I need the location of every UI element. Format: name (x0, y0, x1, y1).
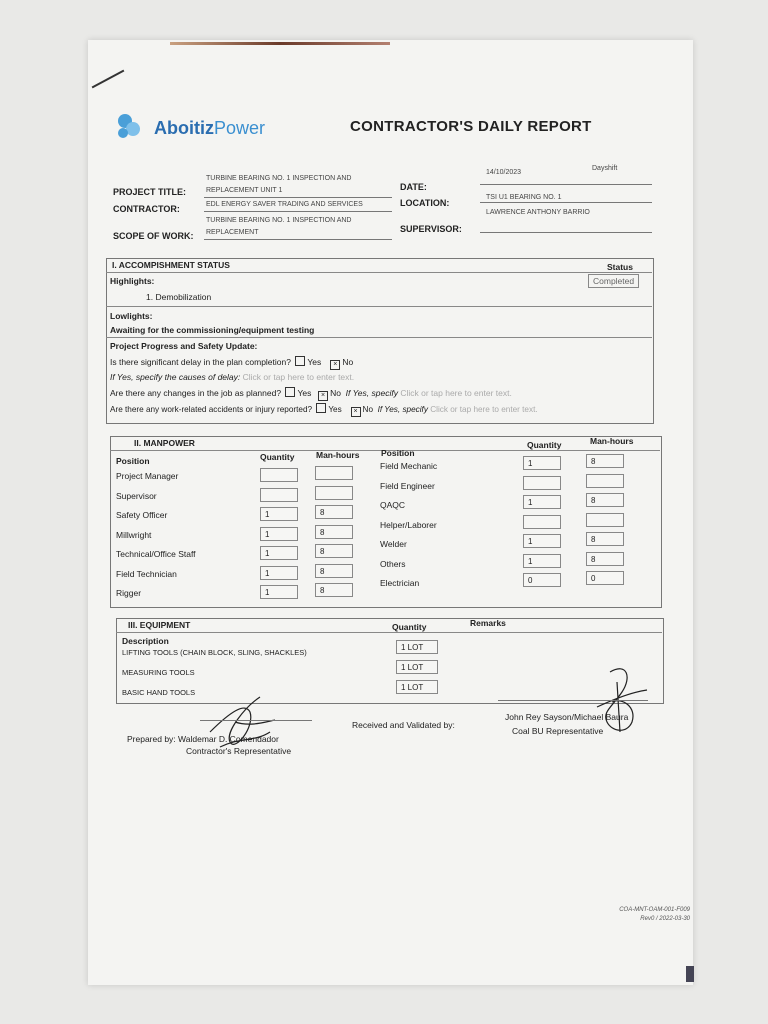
supervisor-value: LAWRENCE ANTHONY BARRIO (486, 209, 590, 216)
delay-cause-input[interactable]: Click or tap here to enter text. (242, 372, 355, 382)
manpower-quantity: 1 (260, 585, 298, 599)
underline (480, 232, 652, 233)
prepared-name: Waldemar D. Comendador (178, 734, 279, 744)
project-title-line2: REPLACEMENT UNIT 1 (206, 187, 283, 194)
manpower-position: Field Technician (116, 568, 177, 579)
accidents-no-checkbox[interactable]: × (351, 407, 361, 417)
underline (480, 184, 652, 185)
manpower-quantity: 0 (523, 573, 561, 587)
manpower-quantity (260, 468, 298, 482)
report-title: CONTRACTOR'S DAILY REPORT (350, 118, 592, 135)
manpower-position: Technical/Office Staff (116, 549, 196, 559)
manpower-manhours (315, 466, 353, 480)
status-header: Status (607, 262, 633, 272)
brand-name: AboitizPower (154, 117, 266, 138)
manpower-manhours: 8 (315, 525, 353, 539)
status-value: Completed (588, 274, 639, 288)
form-code-line2: Rev0 / 2022-03-30 (640, 916, 690, 922)
prepared-label: Prepared by: (127, 734, 176, 744)
manhours-header-left: Man-hours (316, 450, 360, 460)
row-divider (116, 632, 662, 633)
if-yes-label: If Yes, specify (345, 388, 398, 398)
delay-cause-label: If Yes, specify the causes of delay: (110, 372, 241, 382)
manpower-quantity: 1 (523, 495, 561, 509)
equipment-quantity: 1 LOT (396, 660, 438, 674)
underline (480, 202, 652, 203)
manpower-position: Field Mechanic (380, 461, 438, 471)
prepared-by (127, 734, 279, 744)
manpower-position: Helper/Laborer (380, 519, 437, 530)
manpower-manhours: 0 (586, 571, 624, 585)
underline (204, 197, 392, 198)
accidents-yes-checkbox[interactable] (316, 403, 326, 413)
underline (200, 720, 312, 721)
location-value: TSI U1 BEARING NO. 1 (486, 194, 562, 201)
progress-label: Project Progress and Safety Update: (110, 341, 258, 351)
equipment-remarks-header: Remarks (470, 618, 506, 628)
manpower-quantity (260, 488, 298, 502)
shift-value: Dayshift (592, 165, 618, 172)
row-divider (106, 337, 652, 338)
form-code-line1: COA-MNT-OAM-001-F009 (619, 907, 690, 913)
delay-yes-checkbox[interactable] (295, 356, 305, 366)
manpower-position: Rigger (116, 588, 142, 598)
equipment-description: MEASURING TOOLS (122, 668, 195, 677)
yes-label: Yes (328, 405, 342, 414)
manpower-quantity: 1 (260, 527, 298, 541)
received-name: John Rey Sayson/Michael Baura (505, 712, 629, 722)
changes-question (110, 387, 512, 401)
manpower-heading: II. MANPOWER (134, 438, 195, 448)
manpower-position: Millwright (116, 529, 152, 540)
manpower-position: Others (380, 558, 406, 569)
scope-line2: REPLACEMENT (206, 229, 259, 236)
contractor-value: EDL ENERGY SAVER TRADING AND SERVICES (206, 201, 363, 208)
if-yes-label: If Yes, specify (377, 405, 428, 414)
manhours-header-right: Man-hours (590, 436, 634, 446)
manpower-manhours: 8 (315, 544, 353, 558)
manpower-quantity: 1 (523, 554, 561, 568)
manpower-manhours (586, 513, 624, 527)
equipment-description: BASIC HAND TOOLS (122, 688, 196, 697)
quantity-header-left: Quantity (260, 452, 295, 462)
project-title-line1: TURBINE BEARING NO. 1 INSPECTION AND (206, 175, 352, 182)
manpower-position: Safety Officer (116, 510, 168, 520)
date-label: DATE: (400, 182, 427, 192)
manpower-position: Field Engineer (380, 480, 435, 491)
manpower-quantity: 1 (260, 566, 298, 580)
accidents-question (110, 403, 538, 417)
supervisor-label: SUPERVISOR: (400, 224, 462, 234)
scope-label: SCOPE OF WORK: (113, 231, 194, 241)
manpower-manhours: 8 (586, 454, 624, 468)
row-divider (106, 306, 652, 307)
top-edge-mark (170, 42, 390, 45)
manpower-quantity: 1 (260, 546, 298, 560)
manpower-quantity (523, 515, 561, 529)
date-value: 14/10/2023 (486, 169, 522, 176)
no-label: No (330, 388, 341, 398)
delay-question (110, 356, 353, 370)
equipment-quantity: 1 LOT (396, 680, 438, 694)
received-role: Coal BU Representative (512, 726, 604, 736)
manpower-position: Welder (380, 539, 407, 549)
changes-question-text: Are there any changes in the job as planned? (110, 388, 282, 398)
equipment-quantity-header: Quantity (392, 622, 427, 632)
manpower-manhours: 8 (586, 532, 624, 546)
location-label: LOCATION: (400, 198, 450, 208)
manpower-quantity: 1 (523, 534, 561, 548)
manpower-quantity: 1 (523, 456, 561, 470)
underline (204, 211, 392, 212)
equipment-description: LIFTING TOOLS (CHAIN BLOCK, SLING, SHACKLES) (122, 648, 307, 657)
delay-question-text: Is there significant delay in the plan completion? (110, 357, 291, 367)
form-code (580, 906, 690, 924)
position-header-right: Position (381, 448, 415, 458)
manpower-manhours: 8 (586, 552, 624, 566)
lowlights-label: Lowlights: (110, 311, 153, 321)
yes-label: Yes (297, 388, 312, 398)
manpower-manhours (586, 474, 624, 488)
project-title-label: PROJECT TITLE: (113, 187, 187, 197)
highlights-label: Highlights: (110, 276, 155, 286)
underline (498, 700, 648, 701)
manpower-position: Supervisor (116, 490, 157, 501)
delay-no-checkbox[interactable]: × (330, 360, 340, 370)
manpower-manhours: 8 (315, 564, 353, 578)
scope-line1: TURBINE BEARING NO. 1 INSPECTION AND (206, 217, 352, 224)
changes-specify-input[interactable]: Click or tap here to enter text. (400, 388, 512, 398)
changes-yes-checkbox[interactable] (285, 387, 295, 397)
position-header-left: Position (116, 456, 150, 466)
no-label: No (362, 405, 373, 414)
manpower-manhours: 8 (315, 505, 353, 519)
corner-mark (686, 966, 694, 982)
equipment-section (116, 618, 664, 704)
lowlight-item: Awaiting for the commissioning/equipment testing (110, 325, 315, 335)
manpower-position: QAQC (380, 500, 406, 510)
underline (204, 239, 392, 240)
manpower-manhours: 8 (315, 583, 353, 597)
equipment-heading: III. EQUIPMENT (128, 620, 191, 630)
aboitizpower-logo-icon (118, 114, 148, 142)
manpower-manhours (315, 486, 353, 500)
accidents-question-text: Are there any work-related accidents or injury reported? (110, 405, 313, 414)
yes-label: Yes (307, 357, 322, 367)
brand-logo (118, 114, 265, 142)
accidents-specify-input[interactable]: Click or tap here to enter text. (430, 405, 538, 414)
manpower-position: Project Manager (116, 471, 179, 481)
equipment-quantity: 1 LOT (396, 640, 438, 654)
accomplishment-heading: I. ACCOMPISHMENT STATUS (112, 260, 230, 270)
manpower-manhours: 8 (586, 493, 624, 507)
delay-cause-row (110, 372, 354, 382)
received-label: Received and Validated by: (352, 720, 455, 730)
highlight-item: 1. Demobilization (146, 292, 212, 302)
no-label: No (342, 357, 354, 367)
manpower-quantity: 1 (260, 507, 298, 521)
contractor-label: CONTRACTOR: (113, 204, 180, 214)
equipment-description-header: Description (122, 636, 169, 646)
manpower-position: Electrician (380, 578, 420, 588)
row-divider (106, 272, 652, 273)
prepared-role: Contractor's Representative (186, 746, 292, 756)
manpower-quantity (523, 476, 561, 490)
quantity-header-right: Quantity (527, 440, 562, 450)
changes-no-checkbox[interactable]: × (318, 391, 328, 401)
